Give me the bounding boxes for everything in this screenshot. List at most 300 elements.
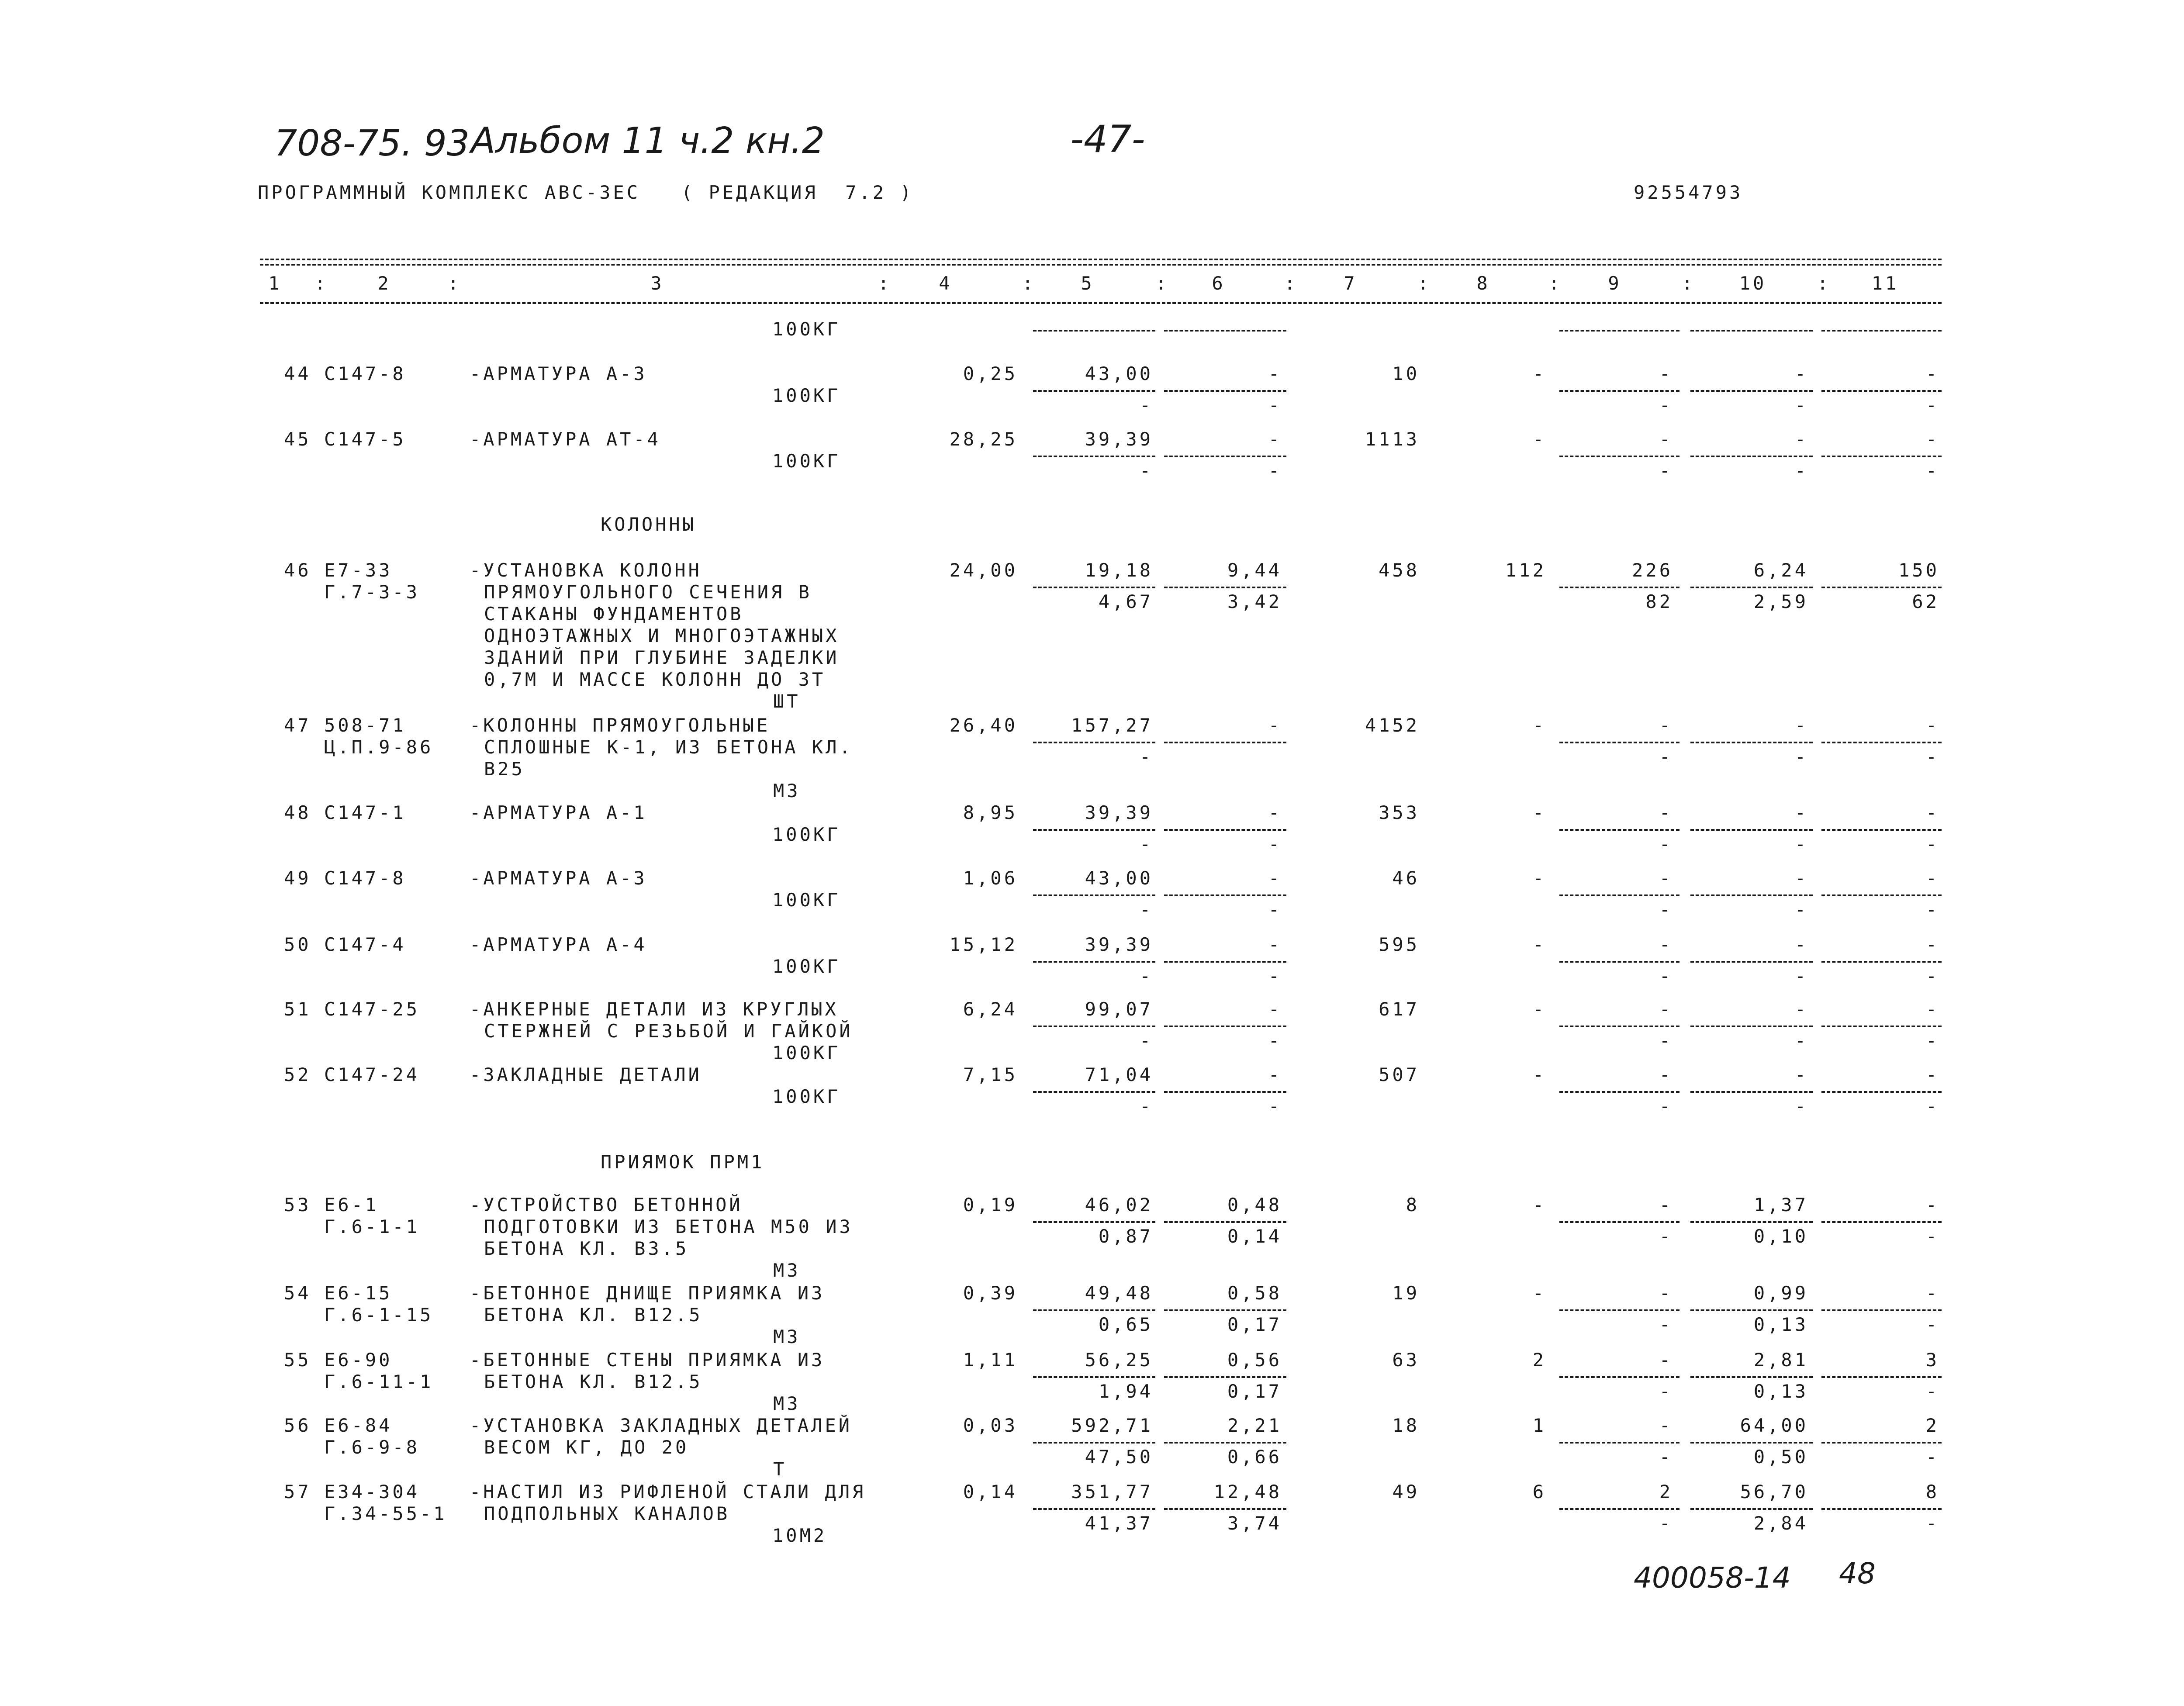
sub-value-c9: - [1659, 1446, 1673, 1468]
work-name-line: ПОДПОЛЬНЫХ КАНАЛОВ [484, 1503, 730, 1524]
work-name-line: БЕТОНА КЛ. В12.5 [484, 1304, 703, 1326]
value-c7: 4152 [1365, 715, 1420, 736]
value-c6: - [1268, 715, 1282, 736]
sub-value-c11: - [1925, 899, 1939, 920]
value-c11: 2 [1925, 1415, 1939, 1436]
value-c4: 0,03 [963, 1415, 1018, 1436]
work-name-line: В25 [484, 758, 525, 780]
value-c4: 24,00 [949, 559, 1018, 581]
value-c5: 56,25 [1085, 1349, 1153, 1371]
sub-value-c11: - [1925, 965, 1939, 987]
work-name-line: БЕТОНА КЛ. В3.5 [484, 1238, 689, 1259]
unit: 10М2 [772, 1525, 827, 1546]
sub-line [1164, 1508, 1286, 1510]
column-header-10: 10 [1739, 273, 1767, 294]
work-name-line: ЗДАНИЙ ПРИ ГЛУБИНЕ ЗАДЕЛКИ [484, 647, 840, 668]
work-name-line: -АРМАТУРА А-4 [470, 934, 647, 955]
sub-line [1821, 456, 1942, 457]
value-c4: 26,40 [949, 715, 1018, 736]
column-separator: : [314, 273, 326, 294]
work-name-line: СТАКАНЫ ФУНДАМЕНТОВ [484, 603, 744, 625]
sub-value-c6: - [1268, 899, 1282, 920]
sub-value-c10: - [1794, 899, 1808, 920]
sub-value-c5: - [1139, 833, 1153, 855]
value-c7: 617 [1379, 998, 1420, 1020]
sub-value-c9: - [1659, 965, 1673, 987]
value-c6: - [1268, 428, 1282, 450]
value-c9: - [1659, 428, 1673, 450]
work-name-line: -АРМАТУРА АТ-4 [470, 428, 661, 450]
work-name-line: -АРМАТУРА А-3 [470, 363, 647, 384]
sub-line [1559, 742, 1679, 743]
sub-line [1559, 330, 1679, 332]
value-c9: - [1659, 802, 1673, 823]
column-header-3: 3 [650, 273, 664, 294]
norm-code: 508-71 [324, 715, 406, 736]
value-c10: 2,81 [1753, 1349, 1808, 1371]
page-number: -47- [1070, 117, 1145, 161]
work-name-line: -АРМАТУРА А-1 [470, 802, 647, 823]
sub-line [1033, 456, 1155, 457]
value-c11: - [1925, 715, 1939, 736]
sub-line [1164, 1221, 1286, 1223]
unit: М3 [773, 1260, 801, 1281]
sub-line [1033, 1091, 1155, 1093]
sub-value-c9: - [1659, 746, 1673, 767]
value-c8: 2 [1532, 1349, 1546, 1371]
work-name-line: ВЕСОМ КГ, ДО 20 [484, 1437, 689, 1458]
value-c10: - [1794, 934, 1808, 955]
sub-line [1690, 390, 1813, 392]
value-c11: - [1925, 934, 1939, 955]
unit: М3 [773, 1326, 801, 1347]
sub-line [1164, 894, 1286, 896]
sub-value-c5: - [1139, 965, 1153, 987]
value-c4: 1,06 [963, 867, 1018, 889]
sub-line [1690, 1026, 1813, 1027]
value-c4: 28,25 [949, 428, 1018, 450]
value-c9: - [1659, 1194, 1673, 1216]
sub-line [1164, 390, 1286, 392]
sub-value-c11: - [1925, 1513, 1939, 1534]
sub-value-c5: 0,87 [1098, 1226, 1153, 1247]
sub-value-c9: - [1659, 1513, 1673, 1534]
unit: 100КГ [772, 385, 841, 406]
sub-line [1164, 742, 1286, 743]
sub-value-c11: - [1925, 1381, 1939, 1402]
sub-value-c11: 62 [1912, 591, 1939, 612]
sub-value-c9: - [1659, 394, 1673, 416]
sub-value-c10: - [1794, 1095, 1808, 1117]
value-c4: 1,11 [963, 1349, 1018, 1371]
sub-line [1164, 1026, 1286, 1027]
value-c10: 56,70 [1740, 1481, 1808, 1502]
sub-value-c10: - [1794, 833, 1808, 855]
unit: 100КГ [772, 956, 841, 977]
unit: 100КГ [772, 1042, 841, 1064]
sub-value-c10: - [1794, 394, 1808, 416]
value-c9: - [1659, 1282, 1673, 1304]
row-number: 50 [284, 934, 311, 955]
sub-value-c9: - [1659, 1381, 1673, 1402]
sub-line [1690, 1376, 1813, 1378]
sub-value-c11: - [1925, 460, 1939, 481]
sub-line [1033, 587, 1155, 588]
value-c5: 39,39 [1085, 802, 1153, 823]
sub-value-c6: - [1268, 394, 1282, 416]
sub-value-c11: - [1925, 1030, 1939, 1051]
work-name-line: -УСТАНОВКА ЗАКЛАДНЫХ ДЕТАЛЕЙ [470, 1415, 853, 1436]
sub-value-c10: 0,50 [1753, 1446, 1808, 1468]
sub-value-c10: - [1794, 746, 1808, 767]
norm-code-ref: Ц.П.9-86 [324, 736, 434, 758]
value-c5: 71,04 [1085, 1064, 1153, 1085]
sub-value-c5: - [1139, 1095, 1153, 1117]
row-number: 53 [284, 1194, 311, 1216]
value-c7: 8 [1406, 1194, 1420, 1216]
value-c6: - [1268, 802, 1282, 823]
value-c8: - [1532, 934, 1546, 955]
sub-value-c5: 0,65 [1098, 1314, 1153, 1335]
work-name-line: -БЕТОННЫЕ СТЕНЫ ПРИЯМКА ИЗ [470, 1349, 825, 1371]
value-c9: - [1659, 1064, 1673, 1085]
value-c8: - [1532, 802, 1546, 823]
sub-line [1821, 1309, 1942, 1311]
table-top-rule-2 [260, 264, 1942, 266]
value-c10: 64,00 [1740, 1415, 1808, 1436]
sub-value-c11: - [1925, 1226, 1939, 1247]
norm-code-ref: Г.6-1-15 [324, 1304, 434, 1326]
handwritten-sheet: 48 [1839, 1557, 1876, 1590]
sub-value-c5: 47,50 [1085, 1446, 1153, 1468]
row-number: 51 [284, 998, 311, 1020]
work-name-line: -БЕТОННОЕ ДНИЩЕ ПРИЯМКА ИЗ [470, 1282, 825, 1304]
sub-line [1033, 390, 1155, 392]
sub-line [1559, 1026, 1679, 1027]
work-name-line: -ЗАКЛАДНЫЕ ДЕТАЛИ [470, 1064, 702, 1085]
norm-code: С147-1 [324, 802, 406, 823]
value-c11: - [1925, 998, 1939, 1020]
handwritten-inventory: 400058-14 [1634, 1561, 1791, 1595]
sub-value-c9: - [1659, 1226, 1673, 1247]
sub-line [1690, 829, 1813, 831]
value-c8: 1 [1532, 1415, 1546, 1436]
sub-value-c6: 0,14 [1227, 1226, 1282, 1247]
column-separator: : [1022, 273, 1033, 294]
value-c10: - [1794, 998, 1808, 1020]
sub-value-c9: - [1659, 899, 1673, 920]
value-c4: 6,24 [963, 998, 1018, 1020]
value-c8: - [1532, 867, 1546, 889]
value-c6: 12,48 [1213, 1481, 1282, 1502]
norm-code-ref: Г.6-11-1 [324, 1371, 434, 1392]
norm-code: Е6-1 [324, 1194, 379, 1216]
sub-value-c6: 3,74 [1227, 1513, 1282, 1534]
value-c6: 9,44 [1227, 559, 1282, 581]
value-c10: - [1794, 802, 1808, 823]
value-c4: 15,12 [949, 934, 1018, 955]
sub-value-c10: - [1794, 1030, 1808, 1051]
section-heading: ПРИЯМОК ПРМ1 [601, 1151, 765, 1173]
sub-line [1164, 587, 1286, 588]
work-name-line: БЕТОНА КЛ. В12.5 [484, 1371, 703, 1392]
value-c10: 6,24 [1753, 559, 1808, 581]
sub-line [1033, 1026, 1155, 1027]
value-c7: 458 [1379, 559, 1420, 581]
sub-line [1821, 587, 1942, 588]
sub-value-c9: 82 [1645, 591, 1673, 612]
sub-line [1821, 1091, 1942, 1093]
sub-value-c6: 3,42 [1227, 591, 1282, 612]
value-c7: 19 [1392, 1282, 1420, 1304]
sub-line [1821, 1221, 1942, 1223]
column-separator: : [1155, 273, 1167, 294]
value-c5: 99,07 [1085, 998, 1153, 1020]
value-c10: - [1794, 363, 1808, 384]
norm-code: Е6-84 [324, 1415, 393, 1436]
value-c9: - [1659, 1349, 1673, 1371]
unit: 100КГ [772, 889, 841, 911]
value-c7: 353 [1379, 802, 1420, 823]
value-c5: 592,71 [1071, 1415, 1153, 1436]
column-header-8: 8 [1476, 273, 1490, 294]
norm-code: С147-8 [324, 363, 406, 384]
column-header-4: 4 [939, 273, 953, 294]
sub-value-c11: - [1925, 394, 1939, 416]
column-header-9: 9 [1608, 273, 1622, 294]
sub-value-c11: - [1925, 1095, 1939, 1117]
row-number: 52 [284, 1064, 311, 1085]
sub-line [1690, 742, 1813, 743]
sub-line [1690, 1221, 1813, 1223]
value-c8: - [1532, 1064, 1546, 1085]
value-c6: - [1268, 363, 1282, 384]
sub-line [1821, 742, 1942, 743]
sub-value-c10: 0,10 [1753, 1226, 1808, 1247]
sub-line [1821, 1026, 1942, 1027]
sub-line [1164, 1376, 1286, 1378]
row-number: 56 [284, 1415, 311, 1436]
sub-line [1164, 1442, 1286, 1444]
sub-line [1559, 961, 1679, 963]
work-name-line: -УСТАНОВКА КОЛОНН [470, 559, 702, 581]
value-c9: - [1659, 998, 1673, 1020]
sub-value-c6: - [1268, 1095, 1282, 1117]
sub-line [1033, 961, 1155, 963]
norm-code: С147-8 [324, 867, 406, 889]
row-number: 45 [284, 428, 311, 450]
sub-value-c6: - [1268, 965, 1282, 987]
sub-value-c5: 41,37 [1085, 1513, 1153, 1534]
value-c10: - [1794, 715, 1808, 736]
sub-value-c9: - [1659, 1030, 1673, 1051]
value-c8: - [1532, 715, 1546, 736]
value-c10: 0,99 [1753, 1282, 1808, 1304]
column-header-5: 5 [1081, 273, 1095, 294]
norm-code-ref: Г.6-1-1 [324, 1216, 420, 1237]
work-name-line: ПОДГОТОВКИ ИЗ БЕТОНА М50 ИЗ [484, 1216, 853, 1237]
sub-line [1559, 1221, 1679, 1223]
sub-line [1033, 1508, 1155, 1510]
norm-code-ref: Г.7-3-3 [324, 581, 420, 603]
value-c11: 150 [1898, 559, 1939, 581]
norm-code: Е7-33 [324, 559, 393, 581]
sub-line [1559, 1376, 1679, 1378]
sub-line [1821, 390, 1942, 392]
sub-value-c9: - [1659, 1095, 1673, 1117]
sub-line [1690, 587, 1813, 588]
sub-value-c6: - [1268, 833, 1282, 855]
row-number: 44 [284, 363, 311, 384]
value-c11: - [1925, 363, 1939, 384]
value-c6: - [1268, 934, 1282, 955]
sub-line [1033, 1221, 1155, 1223]
sub-value-c10: 0,13 [1753, 1314, 1808, 1335]
value-c5: 351,77 [1071, 1481, 1153, 1502]
value-c6: 0,58 [1227, 1282, 1282, 1304]
norm-code-ref: Г.6-9-8 [324, 1437, 420, 1458]
sub-line [1559, 829, 1679, 831]
value-c8: 6 [1532, 1481, 1546, 1502]
norm-code: С147-25 [324, 998, 420, 1020]
value-c4: 8,95 [963, 802, 1018, 823]
sub-value-c6: 0,66 [1227, 1446, 1282, 1468]
value-c4: 0,39 [963, 1282, 1018, 1304]
unit: М3 [773, 1393, 801, 1414]
work-name-line: -АРМАТУРА А-3 [470, 867, 647, 889]
sub-line [1690, 1091, 1813, 1093]
row-number: 49 [284, 867, 311, 889]
norm-code: Е6-90 [324, 1349, 393, 1371]
sub-value-c5: - [1139, 460, 1153, 481]
work-name-line: -АНКЕРНЫЕ ДЕТАЛИ ИЗ КРУГЛЫХ [470, 998, 839, 1020]
column-header-7: 7 [1344, 273, 1358, 294]
sub-value-c6: - [1268, 1030, 1282, 1051]
sub-line [1690, 1442, 1813, 1444]
sub-value-c5: 1,94 [1098, 1381, 1153, 1402]
value-c6: 0,56 [1227, 1349, 1282, 1371]
sub-line [1690, 894, 1813, 896]
sub-line [1033, 330, 1155, 332]
column-separator: : [1284, 273, 1296, 294]
value-c6: 0,48 [1227, 1194, 1282, 1216]
sub-line [1821, 961, 1942, 963]
handwritten-album: Альбом 11 ч.2 кн.2 [471, 120, 825, 162]
sub-line [1164, 1309, 1286, 1311]
column-separator: : [1548, 273, 1560, 294]
value-c5: 49,48 [1085, 1282, 1153, 1304]
norm-code: Е6-15 [324, 1282, 393, 1304]
value-c10: - [1794, 428, 1808, 450]
value-c5: 46,02 [1085, 1194, 1153, 1216]
value-c11: - [1925, 1064, 1939, 1085]
sub-line [1559, 1309, 1679, 1311]
work-name-line: -КОЛОННЫ ПРЯМОУГОЛЬНЫЕ [470, 715, 771, 736]
norm-code: С147-5 [324, 428, 406, 450]
sub-line [1033, 829, 1155, 831]
column-separator: : [448, 273, 459, 294]
norm-code-ref: Г.34-55-1 [324, 1503, 447, 1524]
value-c4: 7,15 [963, 1064, 1018, 1085]
value-c8: - [1532, 1194, 1546, 1216]
value-c5: 19,18 [1085, 559, 1153, 581]
column-separator: : [878, 273, 889, 294]
program-line: ПРОГРАММНЫЙ КОМПЛЕКС АВС-3ЕС ( РЕДАКЦИЯ 7.2 ) [258, 182, 914, 203]
value-c8: - [1532, 1282, 1546, 1304]
value-c6: - [1268, 998, 1282, 1020]
unit: ШТ [773, 691, 801, 712]
value-c5: 39,39 [1085, 428, 1153, 450]
sub-line [1559, 1091, 1679, 1093]
sub-line [1033, 1442, 1155, 1444]
value-c7: 507 [1379, 1064, 1420, 1085]
value-c5: 157,27 [1071, 715, 1153, 736]
value-c9: - [1659, 715, 1673, 736]
value-c11: 8 [1925, 1481, 1939, 1502]
sub-line [1559, 390, 1679, 392]
value-c7: 595 [1379, 934, 1420, 955]
sub-value-c5: - [1139, 394, 1153, 416]
section-heading: КОЛОННЫ [601, 514, 697, 535]
value-c9: 226 [1632, 559, 1673, 581]
sub-value-c11: - [1925, 746, 1939, 767]
sub-value-c5: 4,67 [1098, 591, 1153, 612]
sub-line [1690, 961, 1813, 963]
sub-value-c10: - [1794, 965, 1808, 987]
column-separator: : [1417, 273, 1429, 294]
work-name-line: -УСТРОЙСТВО БЕТОННОЙ [470, 1194, 743, 1216]
value-c8: - [1532, 428, 1546, 450]
column-header-1: 1 [268, 273, 282, 294]
table-header-rule [260, 302, 1942, 304]
sub-line [1559, 456, 1679, 457]
sub-value-c5: - [1139, 746, 1153, 767]
sub-line [1033, 1309, 1155, 1311]
value-c8: - [1532, 363, 1546, 384]
sub-value-c9: - [1659, 833, 1673, 855]
work-name-line: СПЛОШНЫЕ К-1, ИЗ БЕТОНА КЛ. [484, 736, 853, 758]
column-header-2: 2 [377, 273, 391, 294]
row-number: 47 [284, 715, 311, 736]
sub-value-c10: 2,59 [1753, 591, 1808, 612]
sub-value-c10: 0,13 [1753, 1381, 1808, 1402]
sub-line [1690, 456, 1813, 457]
value-c11: - [1925, 1194, 1939, 1216]
sub-line [1164, 829, 1286, 831]
sub-line [1821, 894, 1942, 896]
value-c9: - [1659, 1415, 1673, 1436]
value-c6: 2,21 [1227, 1415, 1282, 1436]
value-c9: - [1659, 934, 1673, 955]
sub-value-c10: 2,84 [1753, 1513, 1808, 1534]
unit: 100КГ [772, 1086, 841, 1107]
work-name-line: СТЕРЖНЕЙ С РЕЗЬБОЙ И ГАЙКОЙ [484, 1020, 853, 1042]
sub-value-c11: - [1925, 1446, 1939, 1468]
sub-line [1033, 742, 1155, 743]
sub-line [1164, 1091, 1286, 1093]
value-c7: 46 [1392, 867, 1420, 889]
sub-line [1821, 1508, 1942, 1510]
doc-number: 92554793 [1634, 182, 1743, 203]
work-name-line: 0,7М И МАССЕ КОЛОНН ДО 3Т [484, 669, 826, 690]
sub-line [1164, 961, 1286, 963]
value-c9: - [1659, 363, 1673, 384]
sub-line [1559, 1508, 1679, 1510]
continued-unit: 100КГ [772, 318, 841, 340]
value-c10: - [1794, 867, 1808, 889]
sub-line [1690, 1309, 1813, 1311]
sub-value-c5: - [1139, 899, 1153, 920]
